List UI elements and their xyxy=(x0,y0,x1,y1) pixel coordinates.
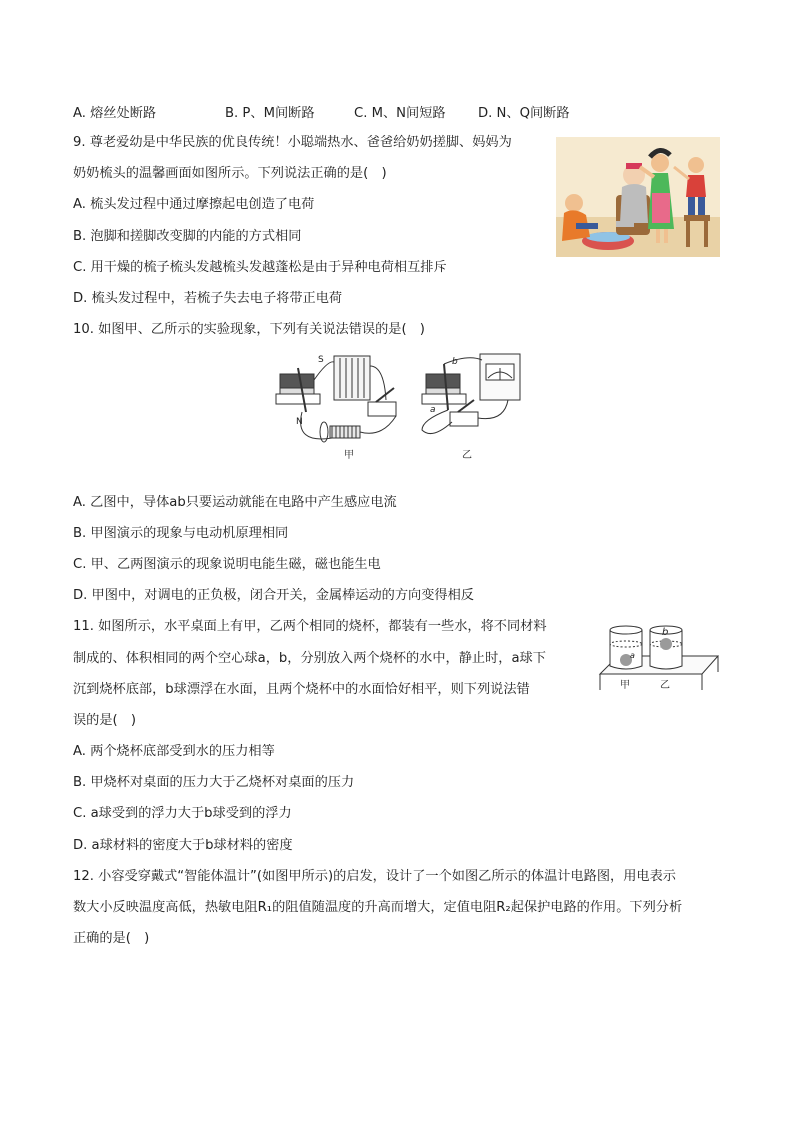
q11-stem-line3: 沉到烧杯底部，b球漂浮在水面，且两个烧杯中的水面恰好相平，则下列说法错 xyxy=(73,682,530,697)
q9-option-b: B. 泡脚和搓脚改变脚的内能的方式相同 xyxy=(73,229,302,244)
q10-label-n: N xyxy=(296,417,303,427)
q10-label-b: b xyxy=(452,357,458,367)
family-care-illustration xyxy=(556,137,720,257)
q10-stem: 10. 如图甲、乙所示的实验现象，下列有关说法错误的是( ) xyxy=(73,322,425,337)
q8-option-d: D. N、Q间断路 xyxy=(478,106,570,121)
q10-label-a: a xyxy=(430,405,436,415)
q11-stem-line1: 11. 如图所示，水平桌面上有甲，乙两个相同的烧杯，都装有一些水，将不同材料 xyxy=(73,619,547,634)
q11-option-d: D. a球材料的密度大于b球材料的密度 xyxy=(73,838,293,853)
q10-figure xyxy=(272,350,528,462)
q8-option-b: B. P、M间断路 xyxy=(225,106,315,121)
q11-label-jia: 甲 xyxy=(620,680,630,691)
q11-label-yi: 乙 xyxy=(660,680,670,691)
ball-b xyxy=(660,638,672,650)
q9-option-d: D. 梳头发过程中，若梳子失去电子将带正电荷 xyxy=(73,291,343,306)
q10-label-s: S xyxy=(318,355,324,365)
q9-option-c: C. 用干燥的梳子梳头发越梳头发越蓬松是由于异种电荷相互排斥 xyxy=(73,260,447,275)
q11-stem-line2: 制成的、体积相同的两个空心球a，b，分别放入两个烧杯的水中，静止时，a球下 xyxy=(73,651,546,666)
q8-option-a: A. 熔丝处断路 xyxy=(73,106,157,121)
q11-label-b: b xyxy=(662,627,669,638)
q10-option-c: C. 甲、乙两图演示的现象说明电能生磁，磁也能生电 xyxy=(73,557,381,572)
q10-label-yi: 乙 xyxy=(462,450,472,461)
q11-stem-line4: 误的是( ) xyxy=(73,713,137,728)
q9-stem-line2: 奶奶梳头的温馨画面如图所示。下列说法正确的是( ) xyxy=(73,166,387,181)
q12-stem-line2: 数大小反映温度高低，热敏电阻R₁的阻值随温度的升高而增大，定值电阻R₂起保护电路的作用。下列分析 xyxy=(73,900,683,915)
q9-stem-line1: 9. 尊老爱幼是中华民族的优良传统！小聪端热水、爸爸给奶奶搓脚、妈妈为 xyxy=(73,135,512,150)
q12-stem-line1: 12. 小容受穿戴式“智能体温计”(如图甲所示)的启发，设计了一个如图乙所示的体温计电路图，用电表示 xyxy=(73,869,676,884)
q11-option-a: A. 两个烧杯底部受到水的压力相等 xyxy=(73,744,275,759)
q11-option-b: B. 甲烧杯对桌面的压力大于乙烧杯对桌面的压力 xyxy=(73,775,355,790)
q11-option-c: C. a球受到的浮力大于b球受到的浮力 xyxy=(73,806,292,821)
q8-option-c: C. M、N间短路 xyxy=(354,106,446,121)
q10-option-b: B. 甲图演示的现象与电动机原理相同 xyxy=(73,526,289,541)
q11-label-a: a xyxy=(630,651,635,660)
q10-option-d: D. 甲图中，对调电的正负极，闭合开关，金属棒运动的方向变得相反 xyxy=(73,588,474,603)
q11-beakers-figure xyxy=(598,622,722,694)
q10-option-a: A. 乙图中，导体ab只要运动就能在电路中产生感应电流 xyxy=(73,495,397,510)
q12-stem-line3: 正确的是( ) xyxy=(73,931,150,946)
q9-option-a: A. 梳头发过程中通过摩擦起电创造了电荷 xyxy=(73,197,315,212)
q10-label-jia: 甲 xyxy=(344,450,354,461)
